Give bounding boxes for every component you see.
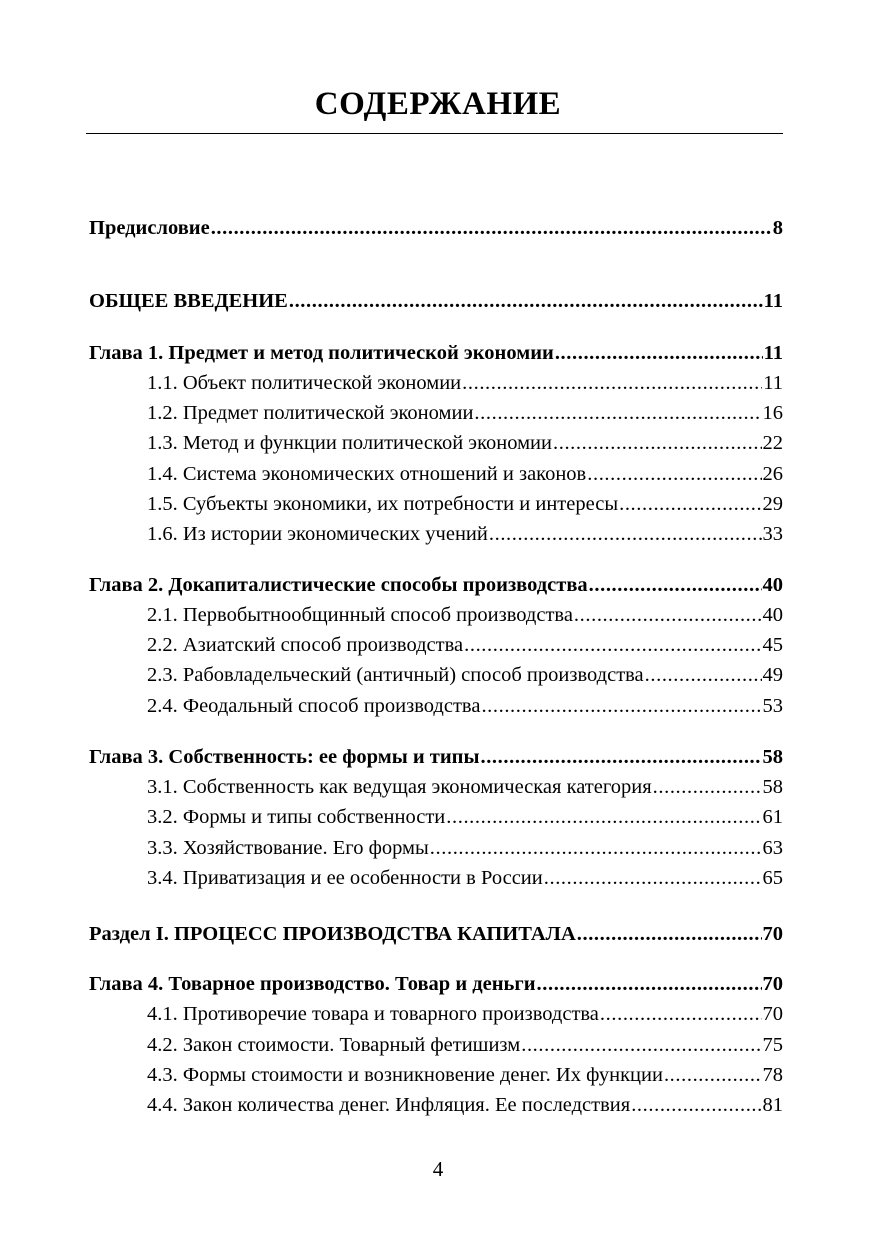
toc-leader-dots (555, 338, 763, 368)
toc-entry-label: 4.2. Закон стоимости. Товарный фетишизм (147, 1034, 521, 1056)
toc-leader-dots (653, 772, 762, 802)
toc-entry[interactable] (147, 489, 783, 519)
toc-entry-page: 49 (762, 664, 783, 686)
toc-entry-label: 4.4. Закон количества денег. Инфляция. Ее последствия (147, 1094, 631, 1116)
toc-entry-page: 11 (763, 372, 783, 394)
toc-entry[interactable] (147, 428, 783, 458)
toc-entry[interactable] (89, 919, 783, 949)
toc-entry-label: 3.4. Приватизация и ее особенности в России (147, 867, 543, 889)
toc-leader-dots (664, 1060, 762, 1090)
toc-entry[interactable] (147, 600, 783, 630)
toc-entry-label: 1.4. Система экономических отношений и законов (147, 463, 587, 485)
toc-entry-page: 8 (772, 217, 783, 239)
toc-entry-label: 1.6. Из истории экономических учений (147, 523, 488, 545)
page-title: СОДЕРЖАНИЕ (314, 86, 562, 122)
toc-entry[interactable] (89, 570, 783, 600)
toc-entry[interactable] (147, 802, 783, 832)
toc-entry[interactable] (147, 1030, 783, 1060)
toc-leader-dots (521, 1030, 761, 1060)
toc-entry[interactable] (147, 630, 783, 660)
toc-leader-dots (600, 999, 762, 1029)
toc-entry-page: 61 (762, 806, 783, 828)
toc-entry-page: 11 (763, 342, 783, 364)
toc-leader-dots (577, 919, 762, 949)
toc-leader-dots (462, 368, 762, 398)
toc-entry-page: 29 (762, 493, 783, 515)
toc-entry[interactable] (89, 969, 783, 999)
toc-leader-dots (446, 802, 761, 832)
toc-entry[interactable] (147, 1060, 783, 1090)
toc-entry[interactable] (147, 519, 783, 549)
toc-entry[interactable] (89, 213, 783, 243)
toc-entry[interactable] (147, 459, 783, 489)
toc-entry-label: Глава 3. Собственность: ее формы и типы (89, 746, 480, 768)
toc-entry-label: 1.1. Объект политической экономии (147, 372, 462, 394)
toc-entry-page: 78 (762, 1064, 783, 1086)
toc-leader-dots (489, 519, 762, 549)
toc-entry-page: 53 (762, 695, 783, 717)
toc-leader-dots (574, 600, 762, 630)
toc-entry-page: 40 (762, 574, 783, 596)
toc-entry[interactable] (147, 833, 783, 863)
toc-leader-dots (211, 213, 772, 243)
toc-entry[interactable] (147, 1090, 783, 1120)
toc-entry-label: Глава 2. Докапиталистические способы производства (89, 574, 588, 596)
toc-entry-page: 22 (762, 432, 783, 454)
toc-entry-page: 70 (762, 923, 783, 945)
toc-entry-label: ОБЩЕЕ ВВЕДЕНИЕ (89, 290, 288, 312)
toc-entry[interactable] (147, 863, 783, 893)
toc-entry-page: 40 (762, 604, 783, 626)
toc-entry-page: 70 (762, 973, 783, 995)
toc-entry-label: 2.4. Феодальный способ производства (147, 695, 481, 717)
toc-entry-label: Раздел I. ПРОЦЕСС ПРОИЗВОДСТВА КАПИТАЛА (89, 923, 576, 945)
toc-entry[interactable] (147, 691, 783, 721)
toc-entry-label: 3.2. Формы и типы собственности (147, 806, 446, 828)
toc-entry-label: 3.1. Собственность как ведущая экономическая категория (147, 776, 652, 798)
toc-entry[interactable] (147, 660, 783, 690)
toc-entry-label: 3.3. Хозяйствование. Его формы (147, 837, 429, 859)
toc-entry-label: Глава 4. Товарное производство. Товар и деньги (89, 973, 536, 995)
toc-entry[interactable] (147, 398, 783, 428)
toc-entry-label: 4.3. Формы стоимости и возникновение денег. Их функции (147, 1064, 663, 1086)
toc-leader-dots (464, 630, 761, 660)
toc-entry-page: 11 (763, 290, 783, 312)
toc-entry-page: 26 (762, 463, 783, 485)
toc-entry-label: 2.3. Рабовладельческий (античный) способ производства (147, 664, 644, 686)
toc-entry-page: 63 (762, 837, 783, 859)
toc-leader-dots (537, 969, 762, 999)
toc-entry[interactable] (147, 772, 783, 802)
toc-leader-dots (631, 1090, 761, 1120)
toc-entry[interactable] (89, 286, 783, 316)
toc-entry-label: 1.2. Предмет политической экономии (147, 402, 474, 424)
toc-leader-dots (474, 398, 761, 428)
toc-entry-label: 1.5. Субъекты экономики, их потребности и интересы (147, 493, 619, 515)
toc-entry-label: 2.2. Азиатский способ производства (147, 634, 464, 656)
toc-leader-dots (289, 286, 763, 316)
toc-entry-page: 45 (762, 634, 783, 656)
toc-entry-page: 58 (762, 776, 783, 798)
toc-entry-page: 33 (762, 523, 783, 545)
toc-leader-dots (480, 742, 761, 772)
toc-entry-label: 2.1. Первобытнообщинный способ производства (147, 604, 573, 626)
toc-entry-page: 65 (762, 867, 783, 889)
toc-entry[interactable] (147, 368, 783, 398)
toc-entry-page: 81 (762, 1094, 783, 1116)
toc-entry-label: Предисловие (89, 217, 210, 239)
toc-leader-dots (544, 863, 762, 893)
toc-leader-dots (553, 428, 762, 458)
toc-leader-dots (619, 489, 761, 519)
toc-entry-label: 1.3. Метод и функции политической экономии (147, 432, 552, 454)
toc-leader-dots (587, 459, 761, 489)
toc-leader-dots (430, 833, 762, 863)
toc-entry-page: 75 (762, 1034, 783, 1056)
toc-entry[interactable] (89, 742, 783, 772)
toc-entry-page: 70 (762, 1003, 783, 1025)
toc-entry[interactable] (147, 999, 783, 1029)
page-number: 4 (432, 1157, 444, 1181)
toc-entry-label: Глава 1. Предмет и метод политической экономии (89, 342, 554, 364)
toc-leader-dots (645, 660, 762, 690)
toc-entry[interactable] (89, 338, 783, 368)
toc-leader-dots (481, 691, 761, 721)
toc-entry-page: 16 (762, 402, 783, 424)
toc-entry-page: 58 (762, 746, 783, 768)
toc-leader-dots (589, 570, 762, 600)
toc-entry-label: 4.1. Противоречие товара и товарного производства (147, 1003, 599, 1025)
